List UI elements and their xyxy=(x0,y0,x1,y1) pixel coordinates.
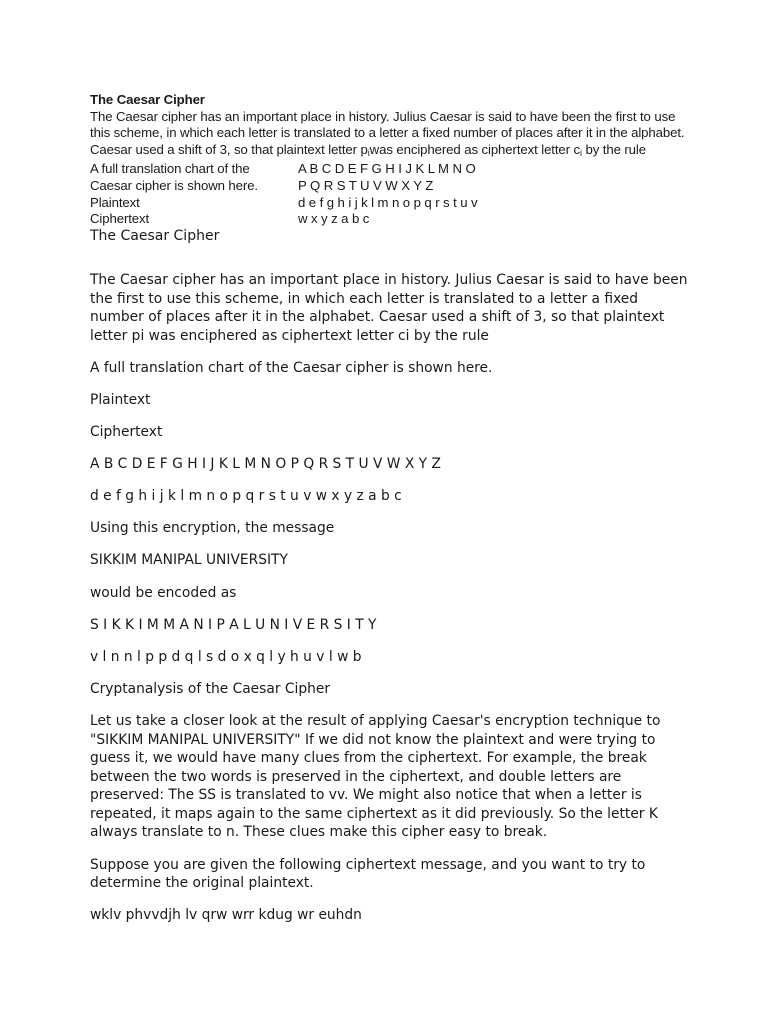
chart-row-letters: A B C D E F G H I J K L M N O xyxy=(298,161,476,177)
paragraph-encoded-as: would be encoded as xyxy=(90,584,237,601)
label-plaintext: Plaintext xyxy=(90,391,151,408)
section-heading: The Caesar Cipher xyxy=(90,227,220,244)
intro-text-end: by the rule xyxy=(581,141,646,157)
paragraph-chart-intro: A full translation chart of the Caesar cipher is shown here. xyxy=(90,359,493,376)
chart-row-label: Caesar cipher is shown here. xyxy=(90,177,258,193)
example-message-spaced: S I K K I M M A N I P A L U N I V E R S I T Y xyxy=(90,616,377,633)
chart-row xyxy=(90,195,690,212)
intro-text-middle: was enciphered as ciphertext letter c xyxy=(369,141,581,157)
subscript-i: i xyxy=(367,147,370,158)
caesar-excerpt-block xyxy=(90,92,690,245)
example-ciphertext: v l n n l p p d q l s d o x q l y h u v l w b xyxy=(90,648,362,665)
chart-row xyxy=(90,178,690,195)
ciphertext-challenge: wklv phvvdjh lv qrw wrr kdug wr euhdn xyxy=(90,907,362,924)
label-ciphertext: Ciphertext xyxy=(90,424,163,441)
chart-row xyxy=(90,211,690,228)
chart-row-label: Plaintext xyxy=(90,194,140,210)
ciphertext-alphabet: d e f g h i j k l m n o p q r s t u v w x y z a b c xyxy=(90,488,402,505)
document-body xyxy=(90,271,690,938)
section-heading-cryptanalysis: Cryptanalysis of the Caesar Cipher xyxy=(90,680,331,697)
paragraph-suppose: Suppose you are given the following ciphertext message, and you want to try to determine the original plaintext. xyxy=(90,856,646,892)
excerpt-intro-paragraph xyxy=(90,109,690,162)
chart-row-label: A full translation chart of the xyxy=(90,161,250,177)
chart-row-letters: P Q R S T U V W X Y Z xyxy=(298,177,434,193)
intro-text-before: The Caesar cipher has an important place in history. Julius Caesar is said to have been the first to use this scheme, in which each letter is translated to a letter a fixed number of places after it in the alphabet. Caesar used a shift of 3, so that plaintext letter p xyxy=(90,108,685,157)
example-message: SIKKIM MANIPAL UNIVERSITY xyxy=(90,552,288,569)
chart-row-letters: w x y z a b c xyxy=(298,211,370,227)
paragraph-using-encryption: Using this encryption, the message xyxy=(90,520,335,537)
chart-row-letters: d e f g h i j k l m n o p q r s t u v xyxy=(298,194,478,210)
excerpt-title: The Caesar Cipher xyxy=(90,92,205,107)
paragraph-cryptanalysis: Let us take a closer look at the result of applying Caesar's encryption technique to "SIKKIM MANIPAL UNIVERSITY" If we did not know the plaintext and were trying to guess it, we would have many clues from the ciphertext. For example, the break between the two words is preserved in the ciphertext, and double letters are preserved: The SS is translated to vv. We might also notice that when a letter is repeated, it maps again to the same ciphertext as it did previously. So the letter K always translate to n. These clues make this cipher easy to break. xyxy=(90,712,661,841)
chart-row-label: Ciphertext xyxy=(90,211,150,227)
subscript-i: i xyxy=(580,147,582,158)
plaintext-alphabet: A B C D E F G H I J K L M N O P Q R S T U V W X Y Z xyxy=(90,456,441,473)
paragraph-caesar-history: The Caesar cipher has an important place in history. Julius Caesar is said to have been the first to use this scheme, in which each letter is translated to a letter a fixed number of places after it in the alphabet. Caesar used a shift of 3, so that plaintext letter pi was enciphered as ciphertext letter ci by the rule xyxy=(90,272,688,344)
chart-row xyxy=(90,161,690,178)
